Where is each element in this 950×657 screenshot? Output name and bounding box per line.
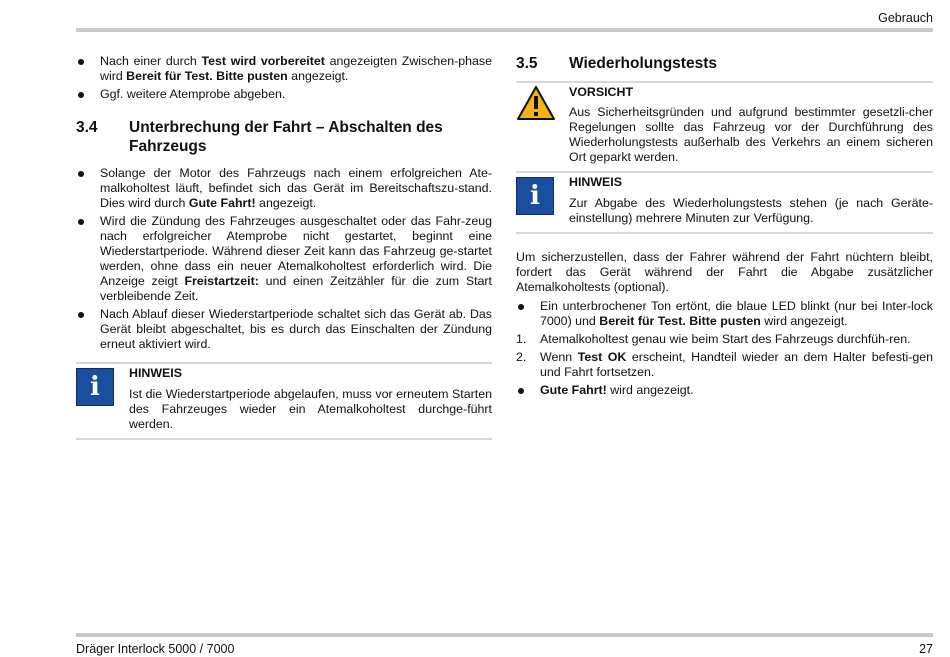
hint-box xyxy=(76,362,492,440)
list-item: Nach Ablauf dieser Wiederstartperiode schaltet sich das Gerät ab. Das Gerät bleibt abgeschaltet, bis es durch das Einschalten der Zündung erneut aktiviert wird. xyxy=(76,307,492,352)
running-header: Gebrauch xyxy=(878,11,933,25)
caution-text: Aus Sicherheitsgründen und aufgrund bestimmter gesetzli-cher Regelungen sollte das Fahrzeug vor der Durchführung des Wiederholungstests außerhalb des Verkehrs an einem sicheren Ort geparkt werden. xyxy=(569,105,933,164)
step-number: 2. xyxy=(516,350,527,364)
list-item: Nach einer durch Test wird vorbereitet angezeigten Zwischen-phase wird Bereit für Test. Bitte pusten angezeigt. xyxy=(76,54,492,84)
hint-text: Zur Abgabe des Wiederholungstests stehen (je nach Geräte-einstellung) mehrere Minuten zur Verfügung. xyxy=(569,196,933,225)
bullet-icon xyxy=(518,388,524,394)
list-item: Wird die Zündung des Fahrzeuges ausgeschaltet oder das Fahr-zeug nach erfolgreicher Atemprobe nicht gestartet, beginnt eine Wiederstartperiode. Während dieser Zeit kann das Fahrzeug ge-startet werden, ohne dass ein neuer Atemalkoholtest erforderlich wird. Die Anzeige zeigt Freistartzeit: und einen Zeitzähler für die zum Start verbleibende Zeit. xyxy=(76,214,492,304)
hint-title: HINWEIS xyxy=(569,175,623,189)
list-item: Solange der Motor des Fahrzeugs nach einem erfolgreichen Ate-malkoholtest läuft, befindet sich das Gerät im Bereitschaftszu-stand. Dies wird durch Gute Fahrt! angezeigt. xyxy=(76,166,492,211)
section-heading xyxy=(76,118,492,156)
footer-product: Dräger Interlock 5000 / 7000 xyxy=(76,642,235,656)
right-column xyxy=(516,54,933,401)
step-number: 1. xyxy=(516,332,527,346)
list-item: 2. Wenn Test OK erscheint, Handteil wieder an dem Halter befesti-gen und Fahrt fortsetzen. xyxy=(516,350,934,379)
header-rule xyxy=(76,28,933,32)
section-number: 3.4 xyxy=(76,119,98,136)
left-column xyxy=(76,54,492,440)
list-item: Ggf. weitere Atemprobe abgeben. xyxy=(76,87,492,102)
hint-text: Ist die Wiederstartperiode abgelaufen, muss vor erneutem Starten des Fahrzeuges wieder ein Atemalkoholtest durchge-führt werden. xyxy=(129,387,492,431)
hint-box xyxy=(516,173,933,234)
bullet-icon xyxy=(78,92,84,98)
section-title: Unterbrechung der Fahrt – Abschalten des Fahrzeugs xyxy=(129,119,443,155)
list-item: Gute Fahrt! wird angezeigt. xyxy=(516,383,933,398)
section-number: 3.5 xyxy=(516,55,538,72)
footer-rule xyxy=(76,633,933,637)
list-item: Ein unterbrochener Ton ertönt, die blaue LED blinkt (nur bei Inter-lock 7000) und Bereit für Test. Bitte pusten wird angezeigt. xyxy=(516,299,933,329)
section-heading xyxy=(516,54,933,73)
hint-title: HINWEIS xyxy=(129,366,183,380)
list-item: 1. Atemalkoholtest genau wie beim Start des Fahrzeugs durchfüh-ren. xyxy=(516,332,911,346)
bullet-icon xyxy=(78,59,84,65)
caution-title: VORSICHT xyxy=(569,85,634,99)
paragraph: Um sicherzustellen, dass der Fahrer während der Fahrt nüchtern bleibt, fordert das Gerät während der Fahrt die Abgabe zusätzlicher Atemalkoholtests (optional). xyxy=(516,250,933,294)
caution-box xyxy=(516,81,933,173)
info-icon: i xyxy=(76,368,114,406)
page-number: 27 xyxy=(919,642,933,656)
warning-icon xyxy=(516,85,556,121)
bullet-icon xyxy=(78,312,84,318)
bullet-icon xyxy=(518,304,524,310)
bullet-icon xyxy=(78,171,84,177)
bullet-icon xyxy=(78,219,84,225)
info-icon: i xyxy=(516,177,554,215)
section-title: Wiederholungstests xyxy=(569,55,717,72)
